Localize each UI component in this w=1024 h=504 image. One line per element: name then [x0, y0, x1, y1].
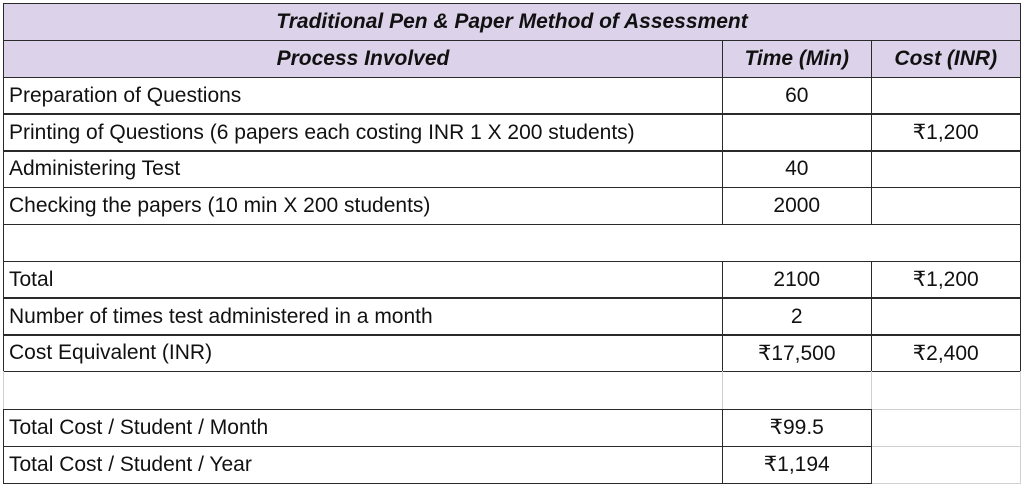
blank-cell [3, 224, 1021, 262]
cost-cell [871, 77, 1022, 115]
table-row [3, 187, 1021, 225]
empty-cell [872, 446, 1021, 484]
per-student-label: Total Cost / Student / Month [3, 409, 723, 447]
summary-time: 2 [722, 297, 873, 335]
summary-row [3, 261, 1021, 299]
spacer-cell [3, 371, 723, 410]
time-cell [722, 113, 873, 151]
table-row [3, 150, 1021, 188]
table-title: Traditional Pen & Paper Method of Assessment [3, 3, 1021, 41]
summary-label: Total [3, 261, 723, 299]
table-title-row [3, 3, 1021, 41]
spacer-cell [723, 371, 872, 410]
summary-row [3, 334, 1021, 372]
summary-time: 2100 [722, 261, 873, 299]
summary-cost [871, 297, 1022, 335]
per-student-label: Total Cost / Student / Year [3, 446, 723, 484]
cost-cell: ₹1,200 [871, 113, 1022, 151]
header-time: Time (Min) [722, 40, 873, 78]
per-student-value: ₹1,194 [722, 446, 873, 484]
summary-label: Number of times test administered in a month [3, 297, 723, 335]
process-cell: Administering Test [3, 150, 723, 188]
time-cell: 40 [722, 150, 873, 188]
header-process: Process Involved [3, 40, 723, 78]
table-row [3, 77, 1021, 115]
summary-time: ₹17,500 [722, 334, 873, 372]
empty-cell [872, 409, 1021, 447]
table-row [3, 113, 1021, 151]
per-student-row [3, 446, 1021, 484]
blank-row [3, 224, 1021, 262]
summary-cost: ₹2,400 [871, 334, 1022, 372]
summary-cost: ₹1,200 [871, 261, 1022, 299]
table-header-row [3, 40, 1021, 78]
process-cell: Preparation of Questions [3, 77, 723, 115]
header-cost: Cost (INR) [871, 40, 1022, 78]
process-cell: Printing of Questions (6 papers each costing INR 1 X 200 students) [3, 113, 723, 151]
time-cell: 60 [722, 77, 873, 115]
spacer-cell [872, 371, 1021, 410]
summary-row [3, 297, 1021, 335]
process-cell: Checking the papers (10 min X 200 students) [3, 187, 723, 225]
summary-label: Cost Equivalent (INR) [3, 334, 723, 372]
per-student-row [3, 409, 1021, 447]
cost-cell [871, 150, 1022, 188]
spacer-row [3, 371, 1021, 410]
per-student-value: ₹99.5 [722, 409, 873, 447]
assessment-cost-table [3, 3, 1021, 484]
time-cell: 2000 [722, 187, 873, 225]
cost-cell [871, 187, 1022, 225]
